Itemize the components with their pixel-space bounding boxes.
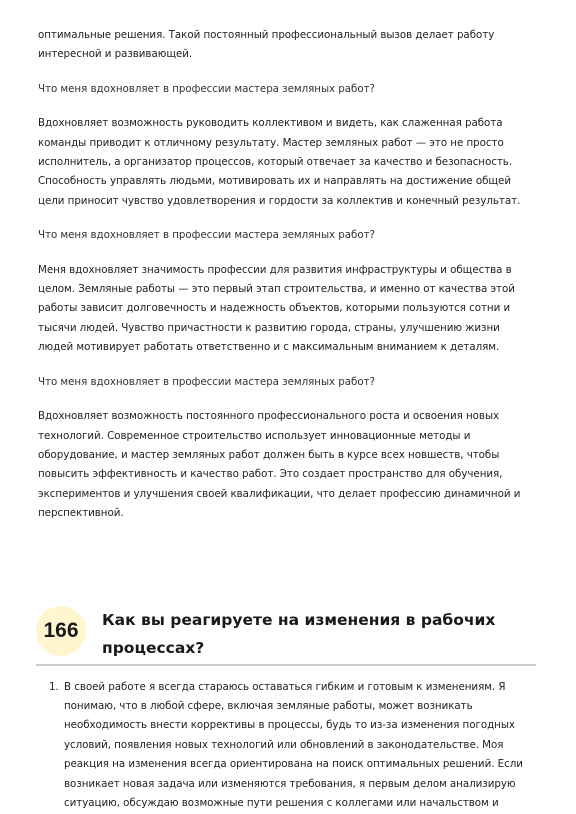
question-text: Что меня вдохновляет в профессии мастера земляных работ?: [38, 229, 375, 242]
document-content: [38, 26, 538, 813]
question-text: Что меня вдохновляет в профессии мастера земляных работ?: [38, 375, 375, 388]
section-spacer: [38, 539, 538, 604]
question-text: Что меня вдохновляет в профессии мастера земляных работ?: [38, 82, 375, 95]
section-number-badge: 166: [36, 606, 86, 656]
list-item-text: В своей работе я всегда стараюсь оставаться гибким и готовым к изменениям. Я понимаю, что в любой сфере, включая земляные работы, может возникать необходимость внести коррективы в процессы, будь то из-за изменения погодных условий, появления новых технологий или обновлений в законодательстве. Моя реакция на изменения всегда ориентирована на поиск оптимальных решений. Если возникает новая задача или изменяются требования, я первым делом анализирую ситуацию, обсуждаю возможные пути решения с коллегами или начальством и: [64, 680, 523, 809]
answer-text: Меня вдохновляет значимость профессии для развития инфраструктуры и общества в целом. Земляные работы — это первый этап строительства, и именно от качества этой работы зависит долговечность и надежность объектов, которыми пользуются сотни и тысячи людей. Чувство причастности к развитию города, страны, улучшению жизни людей мотивирует работать ответственно и с максимальным вниманием к деталям.: [38, 263, 515, 354]
section-title: Как вы реагируете на изменения в рабочих процессах?: [102, 610, 496, 657]
list-item: [49, 678, 538, 814]
answer-text: Вдохновляет возможность руководить коллективом и видеть, как слаженная работа команды приводит к отличному результату. Мастер земляных работ — это не просто исполнитель, а организатор процессов, который отвечает за качество и безопасность. Способность управлять людьми, мотивировать их и направлять на достижение общей цели приносит чувство удовлетворения и гордости за коллектив и конечный результат.: [38, 117, 521, 207]
list-item-number: 1.: [49, 680, 59, 693]
section-heading: [38, 604, 538, 666]
paragraph-continued: оптимальные решения. Такой постоянный профессиональный вызов делает работу интересной и развивающей.: [38, 29, 495, 61]
answer-text: Вдохновляет возможность постоянного профессионального роста и освоения новых технологий. Современное строительство использует инновационные методы и оборудование, и мастер земляных работ должен быть в курсе всех новшеств, чтобы повысить эффективность и качество работ. Это создает пространство для обучения, экспериментов и улучшения своей квалификации, что делает профессию динамичной и перспективной.: [38, 410, 521, 520]
answers-list: [38, 678, 538, 814]
section-divider: [36, 664, 536, 666]
